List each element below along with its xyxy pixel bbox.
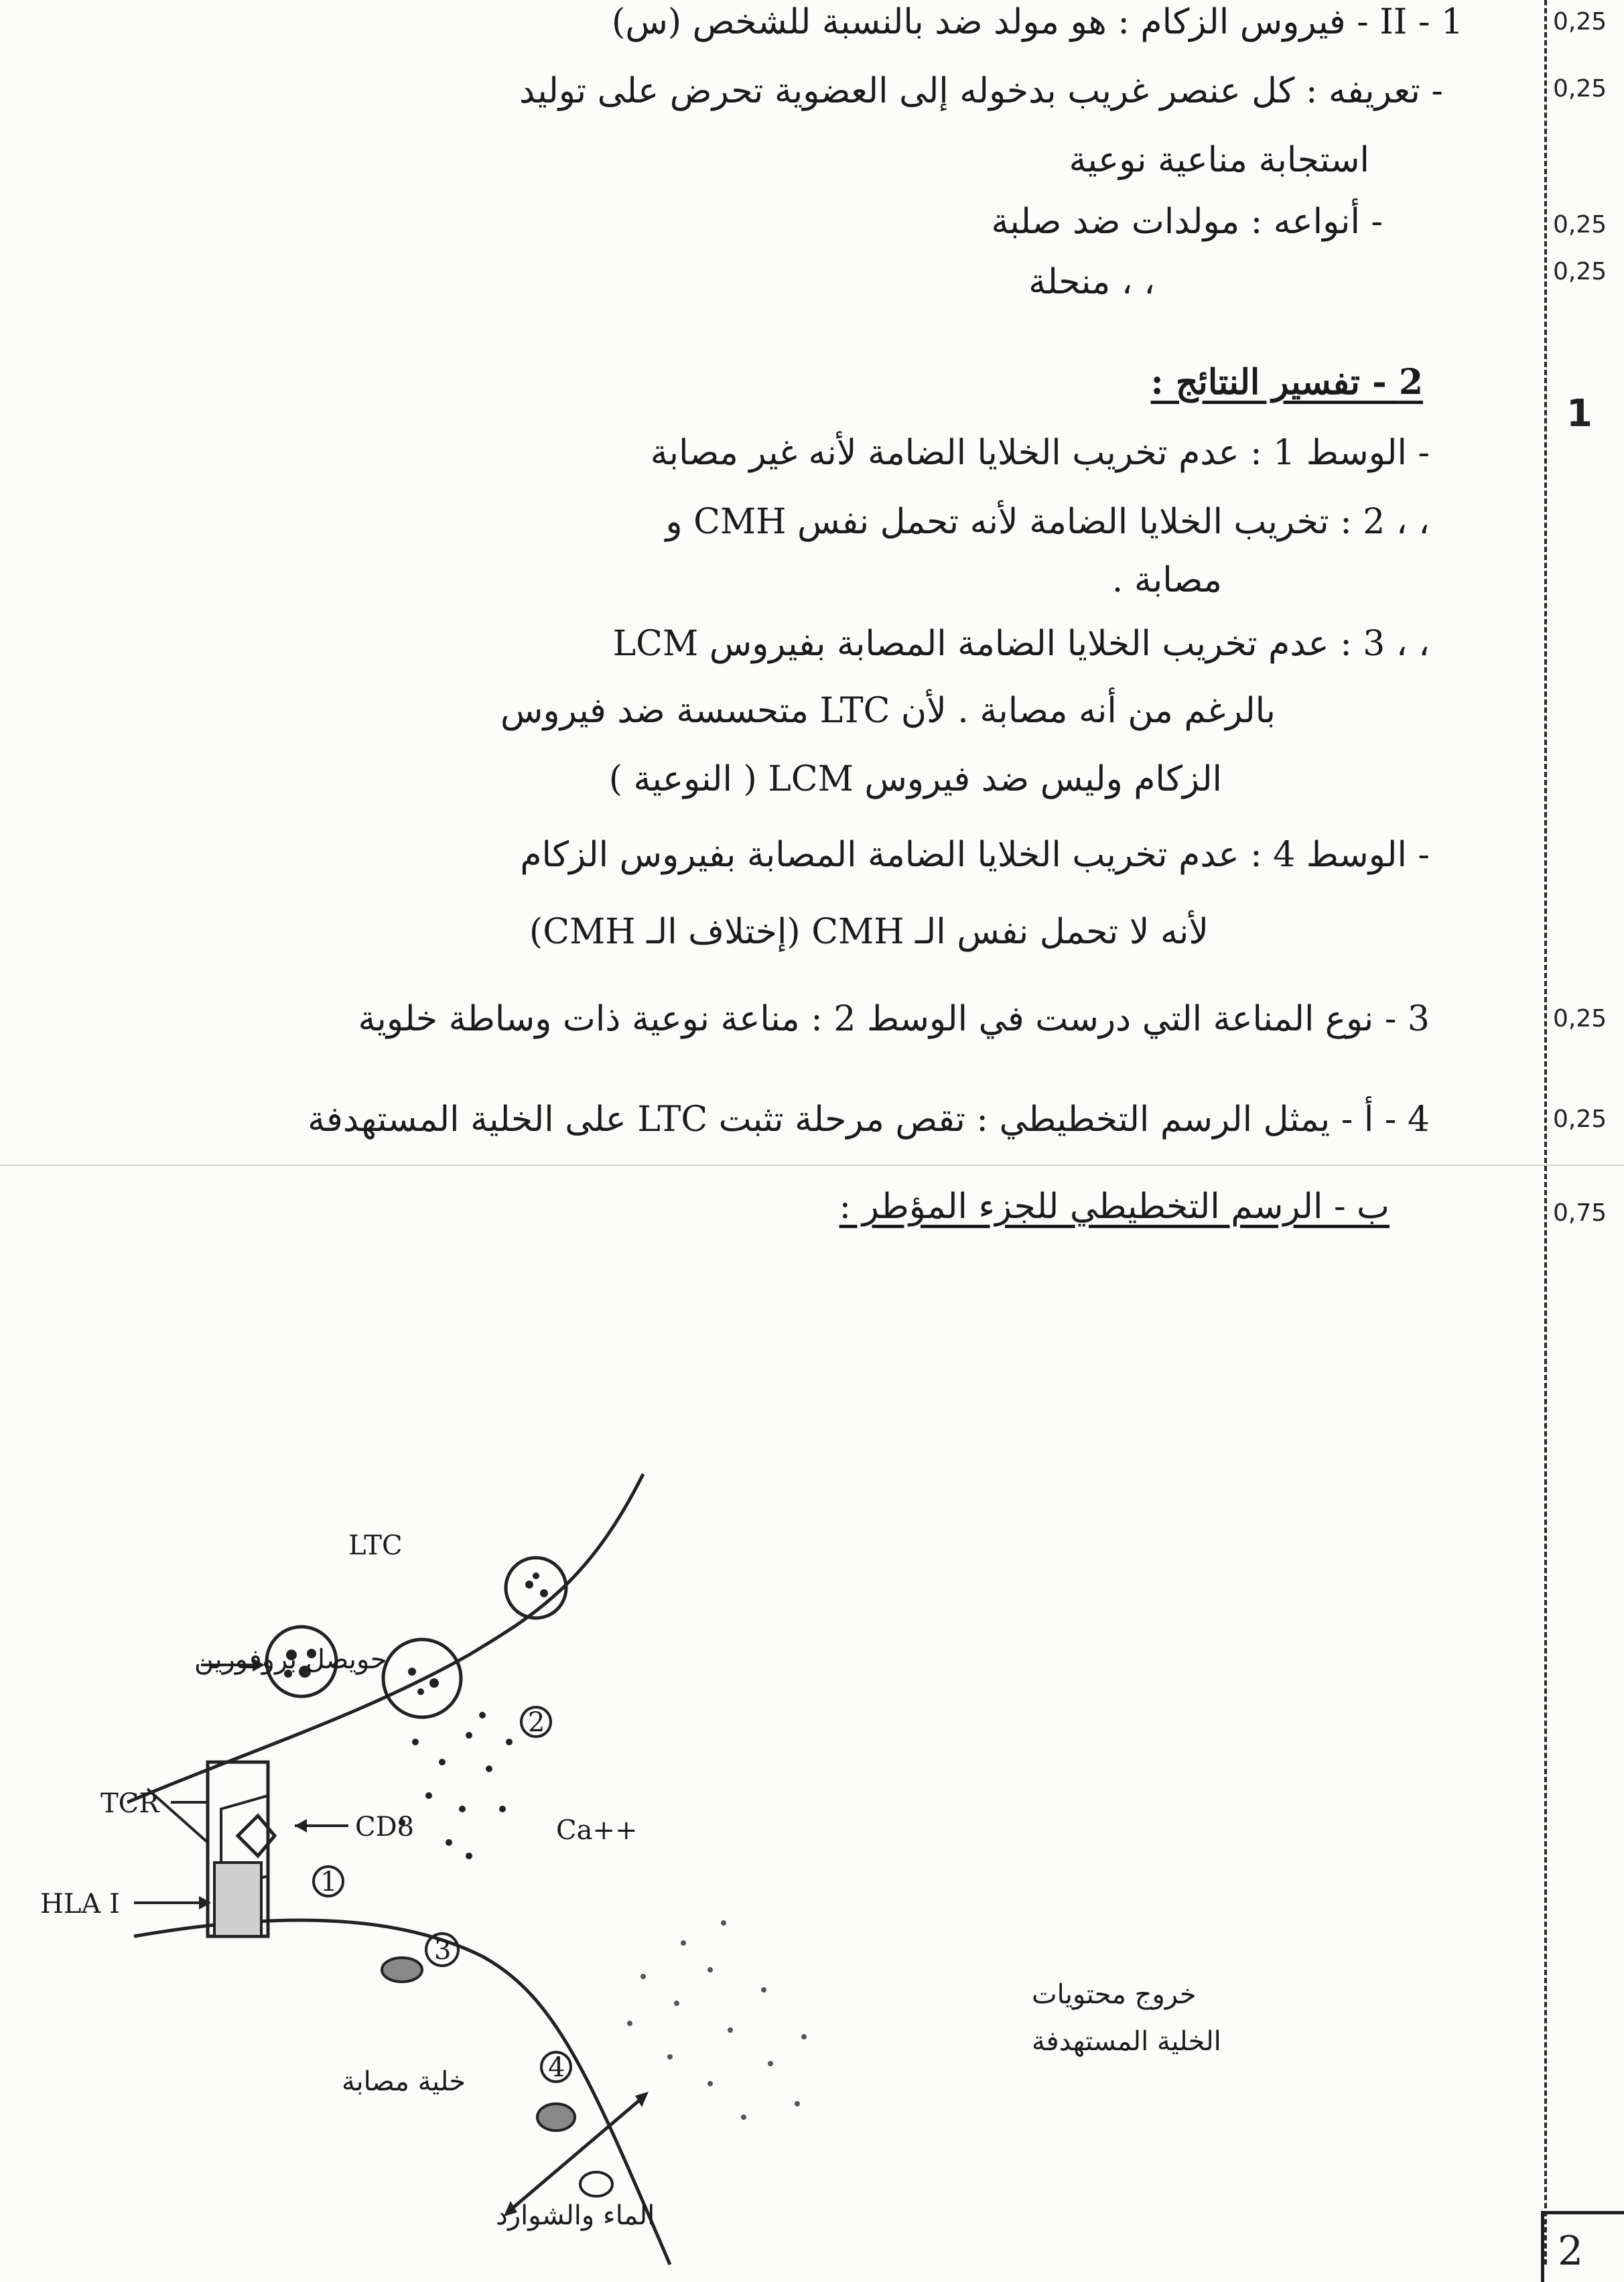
step-2-label: 2	[528, 1707, 545, 1738]
step-1-label: 1	[320, 1867, 338, 1897]
q4a-answer: 4 - أ - يمثل الرسم التخطيطي : تقص مرحلة تثبت LTC على الخلية المستهدفة	[308, 1099, 1430, 1140]
q1-types-continued: ، ، منحلة	[1028, 262, 1155, 302]
step-4-label: 4	[548, 2052, 565, 2083]
mark-q4b: 0,75	[1553, 1199, 1607, 1227]
q2-medium-2-continued: مصابة .	[1111, 560, 1222, 600]
perforin-pore-1	[382, 1958, 422, 1982]
q1-definition-continued: استجابة مناعية نوعية	[1069, 140, 1369, 180]
mark-q1-title: 0,25	[1553, 8, 1607, 36]
ltc-label: LTC	[348, 1530, 403, 1561]
q2-medium-3: ، ، 3 : عدم تخريب الخلايا الضامة المصابة بفيروس LCM	[612, 624, 1430, 664]
q2-title: 2 - تفسير النتائج :	[1150, 362, 1423, 403]
mark-q1-types-2: 0,25	[1553, 258, 1607, 285]
infected-cell-label: خلية مصابة	[342, 2066, 466, 2097]
mark-q2: 1	[1566, 392, 1593, 435]
q2-medium-2: ، ، 2 : تخريب الخلايا الضامة لأنه تحمل نفس CMH و	[665, 502, 1430, 542]
perforin-pore-2	[537, 2104, 575, 2131]
exiting-contents	[627, 1920, 807, 2120]
calcium-label: Ca++	[556, 1815, 638, 1846]
q2-medium-4: - الوسط 4 : عدم تخريب الخلايا الضامة المصابة بفيروس الزكام	[520, 835, 1430, 875]
step-3-label: 3	[434, 1935, 452, 1966]
hla-label: HLA I	[40, 1889, 120, 1920]
page-number-box	[1541, 2211, 1624, 2282]
q2-medium-4-continued: لأنه لا تحمل نفس الـ CMH (إختلاف الـ CMH)	[529, 912, 1209, 952]
mark-q1-types: 0,25	[1553, 211, 1607, 239]
q4b-answer: ب - الرسم التخطيطي للجزء المؤطر :	[839, 1187, 1390, 1227]
released-perforin	[399, 1712, 513, 1859]
perforin-vesicle-label: حويصل بروفورين	[194, 1644, 387, 1675]
q3-answer: 3 - نوع المناعة التي درست في الوسط 2 : مناعة نوعية ذات وساطة خلوية	[358, 999, 1430, 1039]
water-ions-label: الماء والشوارد	[496, 2200, 655, 2231]
mark-q3: 0,25	[1553, 1005, 1607, 1032]
mark-q1-def: 0,25	[1553, 75, 1607, 103]
q1-title: II - 1 - فيروس الزكام : هو مولد ضد بالنسبة للشخص (س)	[612, 2, 1463, 42]
cd8-label: CD8	[355, 1812, 415, 1842]
q1-types: - أنواعه : مولدات ضد صلبة	[991, 202, 1383, 242]
q2-medium-3-continued-2: الزكام وليس ضد فيروس LCM ( النوعية )	[608, 759, 1222, 799]
q2-medium-1: - الوسط 1 : عدم تخريب الخلايا الضامة لأنه غير مصابة	[650, 433, 1430, 473]
tcr-label: TCR	[100, 1788, 159, 1819]
q1-definition: - تعريفه : كل عنصر غريب بدخوله إلى العضوية تحرض على توليد	[519, 71, 1443, 111]
page-number: 2	[1558, 2228, 1584, 2275]
mark-q4a: 0,25	[1553, 1105, 1607, 1133]
hla-molecule	[214, 1863, 261, 1936]
exit-contents-label-2: الخلية المستهدفة	[1032, 2026, 1221, 2057]
q2-medium-3-continued-1: بالرغم من أنه مصابة . لأن LTC متحسسة ضد فيروس	[500, 691, 1276, 731]
exit-contents-label-1: خروج محتويات	[1032, 1979, 1197, 2010]
ltc-membrane	[127, 1474, 643, 1802]
